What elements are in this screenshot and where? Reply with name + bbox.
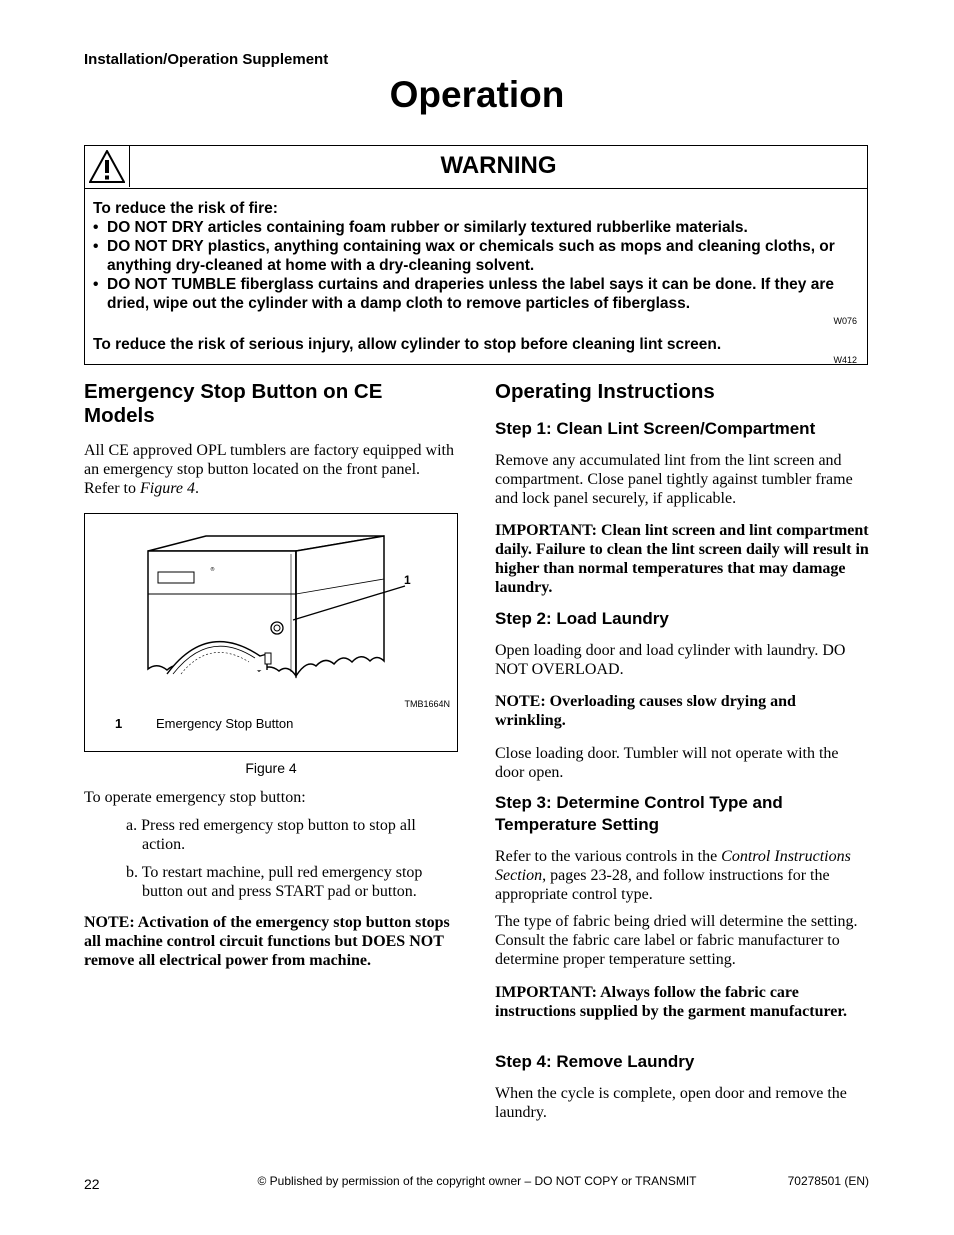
warning-body	[93, 199, 857, 366]
operating-instructions-heading: Operating Instructions	[495, 380, 715, 403]
legend-label: Emergency Stop Button	[156, 716, 294, 731]
warning-box	[84, 145, 868, 365]
step2-heading: Step 2: Load Laundry	[495, 609, 669, 628]
warning-list	[93, 218, 857, 313]
warning-code: W076	[833, 316, 857, 326]
step1-paragraph: Remove any accumulated lint from the lint screen and compartment. Close panel tightly against tumbler frame and lock panel securely, if applicable.	[495, 452, 853, 507]
step2-paragraph: Open loading door and load cylinder with laundry. DO NOT OVERLOAD.	[495, 642, 846, 678]
section-reference: Control Instructions Section	[495, 848, 851, 884]
step3-paragraph	[495, 847, 869, 904]
warning-title: WARNING	[440, 152, 557, 179]
paragraph-text: Refer to the various controls in the	[495, 848, 722, 865]
warning-icon-cell	[85, 146, 130, 187]
warning-item: • DO NOT TUMBLE fiberglass curtains and draperies unless the label says it can be done. If they are dried, wipe out the cylinder with a damp cloth to remove particles of fiberglass.	[93, 275, 857, 313]
warning-item: • DO NOT DRY articles containing foam rubber or similarly textured rubberlike materials.	[93, 218, 857, 237]
warning-header	[85, 146, 867, 189]
figure-reference: Figure 4	[139, 480, 195, 497]
figure-code: TMB1664N	[404, 699, 450, 709]
figure-caption: Figure 4	[245, 760, 297, 776]
warning-triangle-icon	[89, 150, 125, 183]
important-note: IMPORTANT: Clean lint screen and lint compartment daily. Failure to clean the lint screen daily will result in higher than normal temperatures that may damage laundry.	[495, 522, 869, 596]
emergency-stop-paragraph	[84, 441, 458, 498]
emergency-note: NOTE: Activation of the emergency stop button stops all machine control circuit functions but DOES NOT remove all electrical power from machine.	[84, 914, 450, 969]
warning-code: W412	[833, 355, 857, 365]
svg-text:®: ®	[210, 567, 215, 573]
page-number: 22	[84, 1176, 100, 1192]
warning-item: • DO NOT DRY plastics, anything containing wax or chemicals such as mops and cleaning cloths, or anything dry-cleaned at home with a dry-cleaning solvent.	[93, 237, 857, 275]
close-door-paragraph: Close loading door. Tumbler will not operate with the door open.	[495, 745, 839, 781]
important-note: IMPORTANT: Always follow the fabric care instructions supplied by the garment manufacturer.	[495, 984, 848, 1020]
step-item: a. Press red emergency stop button to stop all action.	[126, 817, 416, 853]
warning-injury-text: To reduce the risk of serious injury, allow cylinder to stop before cleaning lint screen.	[93, 336, 722, 353]
step4-heading: Step 4: Remove Laundry	[495, 1052, 695, 1071]
step3-heading: Step 3: Determine Control Type and Temperature Setting	[495, 793, 783, 834]
step4-paragraph: When the cycle is complete, open door and remove the laundry.	[495, 1085, 847, 1121]
paragraph-text: All CE approved OPL tumblers are factory equipped with an emergency stop button located on the front panel. Refer to	[84, 442, 454, 497]
legend-number: 1	[115, 716, 123, 731]
emergency-stop-heading: Emergency Stop Button on CE Models	[84, 380, 383, 427]
paragraph-text: , pages 23-28, and follow instructions for the appropriate control type.	[495, 867, 830, 903]
warning-fire-intro: To reduce the risk of fire:	[93, 200, 278, 217]
document-id: 70278501 (EN)	[787, 1174, 869, 1188]
step-item: b. To restart machine, pull red emergency stop button out and press START pad or button.	[126, 864, 423, 900]
copyright-notice: © Published by permission of the copyright owner – DO NOT COPY or TRANSMIT	[257, 1174, 697, 1188]
supplement-header: Installation/Operation Supplement	[84, 51, 329, 68]
figure-box	[84, 513, 458, 752]
overloading-note: NOTE: Overloading causes slow drying and wrinkling.	[495, 693, 796, 729]
operate-intro: To operate emergency stop button:	[84, 789, 306, 806]
step1-heading: Step 1: Clean Lint Screen/Compartment	[495, 419, 816, 438]
figure-callout-number: 1	[404, 573, 411, 587]
paragraph-end: .	[194, 480, 199, 497]
page-title: Operation	[389, 74, 565, 115]
fabric-setting-paragraph: The type of fabric being dried will determine the setting. Consult the fabric care label or fabric manufacturer to determine proper temperature setting.	[495, 913, 858, 968]
